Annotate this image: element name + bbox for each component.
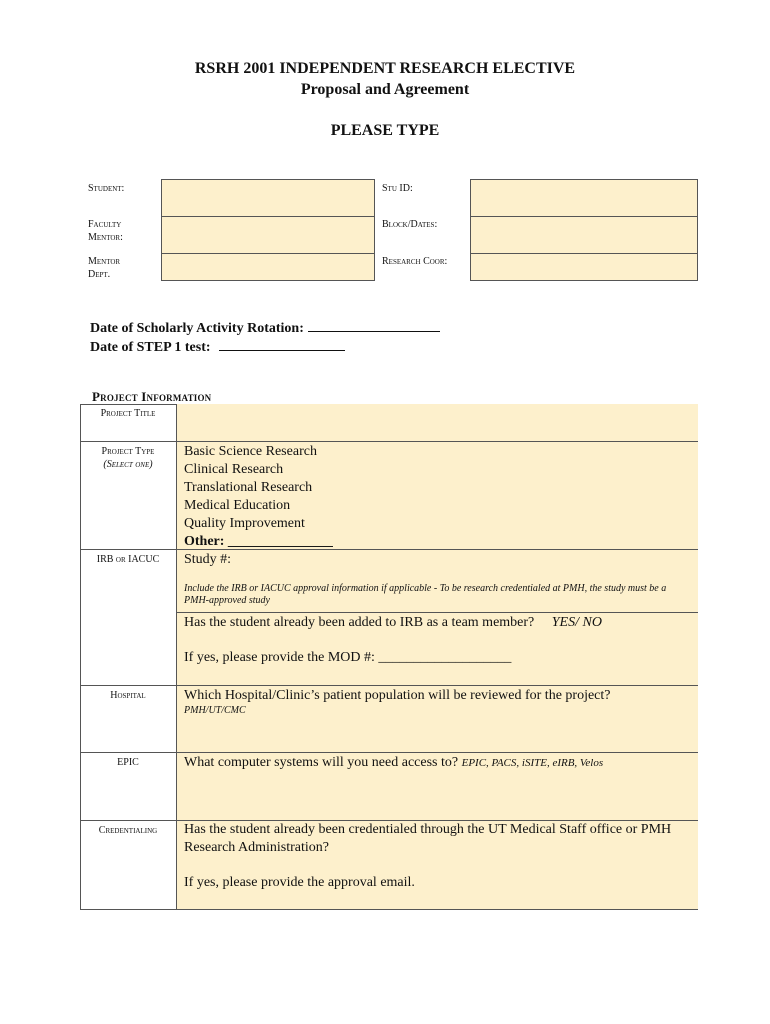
mod-number-field[interactable]: If yes, please provide the MOD #: ___________________	[184, 650, 512, 665]
form-subtitle: Proposal and Agreement	[300, 81, 470, 98]
hospital-label	[80, 686, 176, 753]
epic-label-text: EPIC	[117, 757, 139, 768]
mentor-dept-field[interactable]	[161, 253, 375, 281]
type-option-clinical[interactable]: Clinical Research	[184, 462, 284, 477]
stu-id-label: Stu ID:	[382, 183, 413, 194]
credentialing-question: Has the student already been credentialed through the UT Medical Staff office or PMH Research Administration?	[184, 822, 672, 855]
project-title-label	[80, 404, 176, 442]
scholarly-date-label: Date of Scholarly Activity Rotation:	[90, 321, 304, 336]
please-type-heading: PLEASE TYPE	[330, 122, 440, 139]
credentialing-field[interactable]	[176, 821, 698, 910]
form-title: RSRH 2001 INDEPENDENT RESEARCH ELECTIVE	[194, 60, 576, 77]
irb-label-text: IRB or IACUC	[96, 554, 160, 565]
type-option-medical-education[interactable]: Medical Education	[184, 498, 291, 513]
project-type-sublabel: (Select one)	[103, 459, 153, 470]
credentialing-email-prompt: If yes, please provide the approval email.	[184, 875, 415, 890]
study-number-label: Study #:	[184, 552, 232, 567]
credentialing-label	[80, 821, 176, 910]
mentor-dept-label	[88, 255, 120, 281]
type-option-translational[interactable]: Translational Research	[184, 480, 313, 495]
irb-team-question: Has the student already been added to IRB as a team member?	[184, 615, 535, 630]
faculty-mentor-label-line1: Faculty	[88, 219, 122, 230]
project-title-field[interactable]	[176, 404, 698, 442]
student-field[interactable]	[161, 179, 375, 217]
epic-options: EPIC, PACS, iSITE, eIRB, Velos	[461, 757, 604, 769]
scholarly-date-line	[90, 317, 440, 337]
project-type-label-text: Project Type	[101, 446, 155, 457]
epic-question: What computer systems will you need access to?	[184, 755, 459, 770]
step1-date-blank[interactable]	[219, 336, 345, 351]
project-info-heading: Project Information	[92, 389, 212, 404]
faculty-mentor-field[interactable]	[161, 216, 375, 254]
faculty-mentor-label	[88, 218, 123, 244]
block-dates-field[interactable]	[470, 216, 698, 254]
irb-note: Include the IRB or IACUC approval information if applicable - To be research credentialed at PMH, the study must be a PMH-approved study	[184, 583, 667, 606]
research-coor-label: Research Coor:	[382, 256, 448, 267]
project-title-label-text: Project Title	[100, 408, 156, 419]
scholarly-date-blank[interactable]	[308, 317, 440, 332]
mentor-dept-label-line2: Dept.	[88, 269, 111, 280]
project-type-label	[80, 442, 176, 550]
student-label: Student:	[88, 183, 125, 194]
hospital-question: Which Hospital/Clinic’s patient population will be reviewed for the project?	[184, 688, 611, 703]
block-dates-label: Block/Dates:	[382, 219, 438, 230]
epic-label	[80, 753, 176, 821]
epic-field[interactable]	[176, 753, 698, 821]
step1-date-label: Date of STEP 1 test:	[90, 340, 211, 355]
irb-yes-no[interactable]: YES/ NO	[551, 615, 602, 630]
irb-study-field[interactable]	[176, 550, 698, 613]
step1-date-line	[90, 336, 345, 356]
type-option-basic-science[interactable]: Basic Science Research	[184, 444, 317, 459]
mentor-dept-label-line1: Mentor	[88, 256, 121, 267]
credentialing-label-text: Credentialing	[98, 825, 158, 836]
type-option-other[interactable]: Other: _______________	[184, 534, 333, 549]
hospital-label-text: Hospital	[110, 690, 146, 701]
research-coor-field[interactable]	[470, 253, 698, 281]
stu-id-field[interactable]	[470, 179, 698, 217]
type-option-quality-improvement[interactable]: Quality Improvement	[184, 516, 305, 531]
irb-label	[80, 550, 176, 686]
hospital-options: PMH/UT/CMC	[184, 705, 246, 716]
irb-team-field[interactable]	[176, 613, 698, 686]
faculty-mentor-label-line2: Mentor:	[88, 232, 123, 243]
hospital-field[interactable]	[176, 686, 698, 753]
project-type-field[interactable]	[176, 442, 698, 550]
